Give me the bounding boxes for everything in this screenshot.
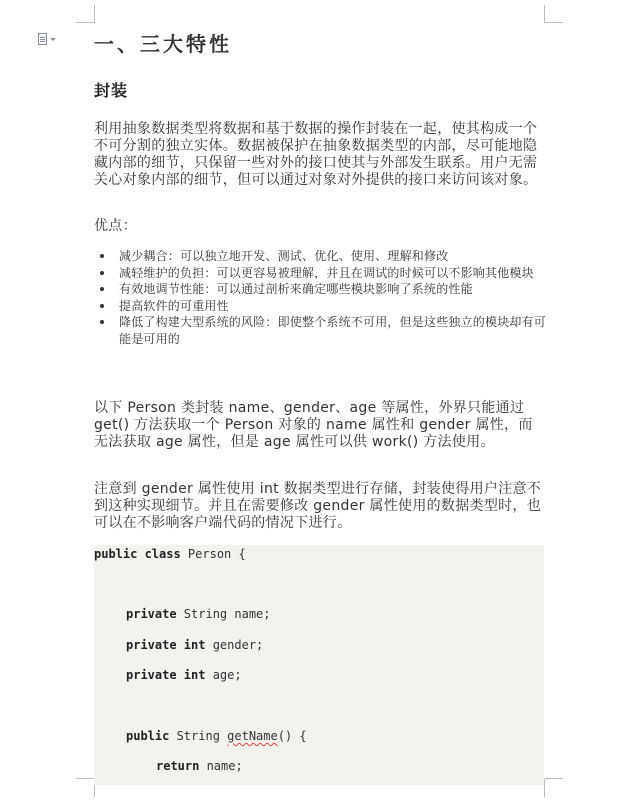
- list-item: 提高软件的可重用性: [94, 298, 546, 315]
- section-heading: 一、三大特性: [94, 32, 232, 56]
- code-text: Person {: [180, 547, 246, 561]
- intro-paragraph: 利用抽象数据类型将数据和基于数据的操作封装在一起，使其构成一个不可分割的独立实体。数据被保护在抽象数据类型的内部，尽可能地隐藏内部的细节，只保留一些对外的接口使其与外部发生联系。用户无需关心对象内部的细节，但可以通过对象对外提供的接口来访问该对象。: [94, 121, 538, 188]
- crop-mark-bottom-right-horizontal: [545, 778, 563, 779]
- code-keyword: private: [126, 607, 177, 621]
- advantages-label: 优点：: [94, 218, 137, 234]
- spell-check-word: getName: [227, 729, 278, 743]
- code-line-method: [126, 729, 307, 743]
- crop-mark-top-left-vertical: [94, 5, 95, 23]
- code-text: name;: [199, 759, 243, 773]
- crop-mark-bottom-right-vertical: [544, 779, 545, 797]
- code-keyword: public: [126, 729, 170, 743]
- code-text: gender;: [205, 638, 264, 652]
- code-line-field-age: [126, 668, 242, 682]
- code-text: age;: [205, 668, 242, 682]
- document-icon: [38, 33, 47, 45]
- subsection-heading: 封装: [94, 81, 129, 100]
- code-block: [94, 545, 544, 785]
- code-keyword: public class: [94, 547, 181, 561]
- crop-mark-top-right-vertical: [544, 5, 545, 23]
- list-item: 降低了构建大型系统的风险：即使整个系统不可用，但是这些独立的模块却有可能是可用的: [94, 314, 546, 347]
- crop-mark-top-right-horizontal: [545, 22, 563, 23]
- list-item: 有效地调节性能：可以通过剖析来确定哪些模块影响了系统的性能: [94, 281, 546, 298]
- code-keyword: private int: [126, 668, 206, 682]
- code-line-return: [156, 759, 243, 773]
- document-menu-button[interactable]: [38, 32, 64, 46]
- code-line-field-gender: [126, 638, 263, 652]
- gender-paragraph: 注意到 gender 属性使用 int 数据类型进行存储，封装使得用户注意不到这种实现细节。并且在需要修改 gender 属性使用的数据类型时，也可以在不影响客户端代码的情况下进行。: [94, 481, 542, 531]
- code-line-class: [94, 547, 246, 561]
- code-line-field-name: [126, 607, 271, 621]
- person-paragraph: 以下 Person 类封装 name、gender、age 等属性，外界只能通过 get() 方法获取一个 Person 对象的 name 属性和 gender 属性，而无法获取 age 属性，但是 age 属性可以供 work() 方法使用。: [94, 400, 533, 450]
- list-item: 减轻维护的负担：可以更容易被理解，并且在调试的时候可以不影响其他模块: [94, 265, 546, 282]
- code-text: String name;: [176, 607, 271, 621]
- crop-mark-top-left-horizontal: [76, 22, 94, 23]
- code-text: String: [169, 729, 228, 743]
- dropdown-caret-icon: [50, 38, 56, 41]
- code-keyword: private int: [126, 638, 206, 652]
- list-item: 减少耦合：可以独立地开发、测试、优化、使用、理解和修改: [94, 248, 546, 265]
- code-keyword: return: [156, 759, 200, 773]
- code-text: () {: [277, 729, 307, 743]
- crop-mark-bottom-left-horizontal: [76, 778, 94, 779]
- advantages-list: [94, 248, 546, 348]
